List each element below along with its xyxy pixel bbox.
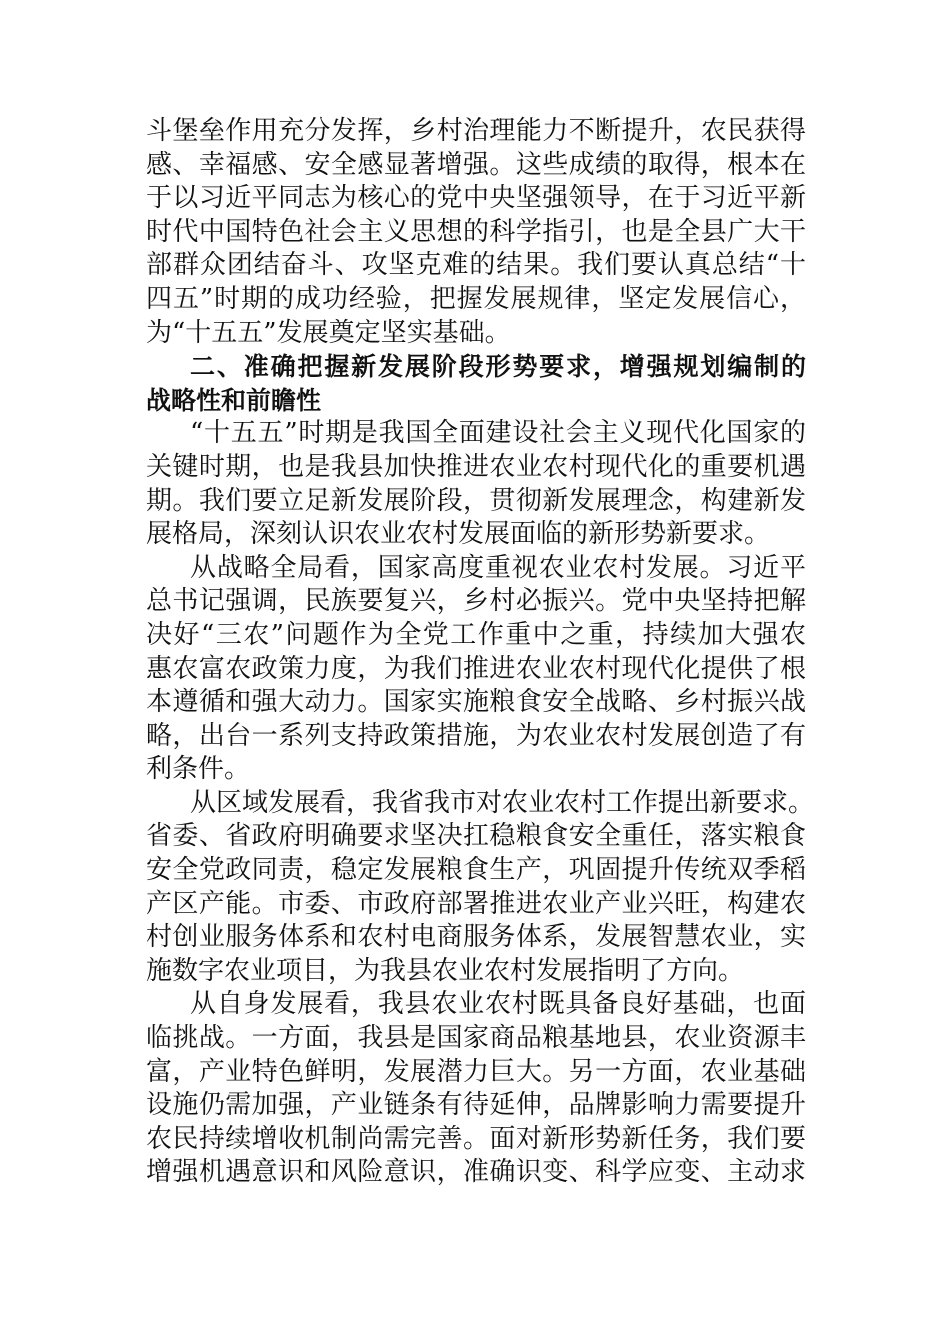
text-line: “十五五”时期是我国全面建设社会主义现代化国家的 [190, 418, 806, 449]
text-line: 富，产业特色鲜明，发展潜力巨大。另一方面，农业基础 [146, 1056, 806, 1087]
text-line: 总书记强调，民族要复兴，乡村必振兴。党中央坚持把解 [146, 586, 806, 617]
heading-line: 二、准确把握新发展阶段形势要求，增强规划编制的 [190, 352, 806, 382]
text-line: 利条件。 [146, 754, 251, 785]
text-line: 期。我们要立足新发展阶段，贯彻新发展理念，构建新发 [146, 485, 806, 516]
text-line: 于以习近平同志为核心的党中央坚强领导，在于习近平新 [146, 183, 806, 214]
section-heading [146, 350, 806, 417]
text-line: 施数字农业项目，为我县农业农村发展指明了方向。 [146, 955, 745, 986]
text-line: 从自身发展看，我县农业农村既具备良好基础，也面 [190, 989, 806, 1020]
text-line: 临挑战。一方面，我县是国家商品粮基地县，农业资源丰 [146, 1023, 806, 1054]
text-line: 斗堡垒作用充分发挥，乡村治理能力不断提升，农民获得 [146, 116, 806, 146]
text-line: 四五”时期的成功经验，把握发展规律，坚定发展信心， [146, 283, 806, 314]
text-line: 增强机遇意识和风险意识，准确识变、科学应变、主动求 [146, 1157, 806, 1188]
text-line: 村创业服务体系和农村电商服务体系，发展智慧农业，实 [146, 922, 806, 953]
text-line: 展格局，深刻认识农业农村发展面临的新形势新要求。 [146, 519, 771, 550]
text-line: 农民持续增收机制尚需完善。面对新形势新任务，我们要 [146, 1123, 806, 1154]
text-line: 决好“三农”问题作为全党工作重中之重，持续加大强农 [146, 619, 806, 650]
text-line: 本遵循和强大动力。国家实施粮食安全战略、乡村振兴战 [146, 687, 806, 718]
text-line: 略，出台一系列支持政策措施，为农业农村发展创造了有 [146, 720, 806, 751]
text-line: 产区产能。市委、市政府部署推进农业产业兴旺，构建农 [146, 888, 806, 919]
text-line: 省委、省政府明确要求坚决扛稳粮食安全重任，落实粮食 [146, 821, 806, 852]
document-body [146, 115, 815, 1190]
text-line: 为“十五五”发展奠定坚实基础。 [146, 317, 511, 348]
heading-line: 战略性和前瞻性 [146, 385, 322, 415]
paragraph [146, 988, 806, 1190]
text-line: 安全党政同责，稳定发展粮食生产，巩固提升传统双季稻 [146, 855, 806, 886]
paragraph [146, 787, 815, 989]
text-line: 感、幸福感、安全感显著增强。这些成绩的取得，根本在 [146, 149, 806, 180]
text-line: 部群众团结奋斗、攻坚克难的结果。我们要认真总结“十 [146, 250, 806, 281]
paragraph [146, 115, 806, 350]
text-line: 设施仍需加强，产业链条有待延伸，品牌影响力需要提升 [146, 1090, 806, 1121]
text-line: 从战略全局看，国家高度重视农业农村发展。习近平 [190, 552, 806, 583]
text-line: 时代中国特色社会主义思想的科学指引，也是全县广大干 [146, 216, 806, 247]
paragraph [146, 417, 806, 551]
text-line: 从区域发展看，我省我市对农业农村工作提出新要求。 [190, 787, 815, 818]
text-line: 惠农富农政策力度，为我们推进农业农村现代化提供了根 [146, 653, 806, 684]
paragraph [146, 552, 806, 787]
text-line: 关键时期，也是我县加快推进农业农村现代化的重要机遇 [146, 451, 806, 482]
